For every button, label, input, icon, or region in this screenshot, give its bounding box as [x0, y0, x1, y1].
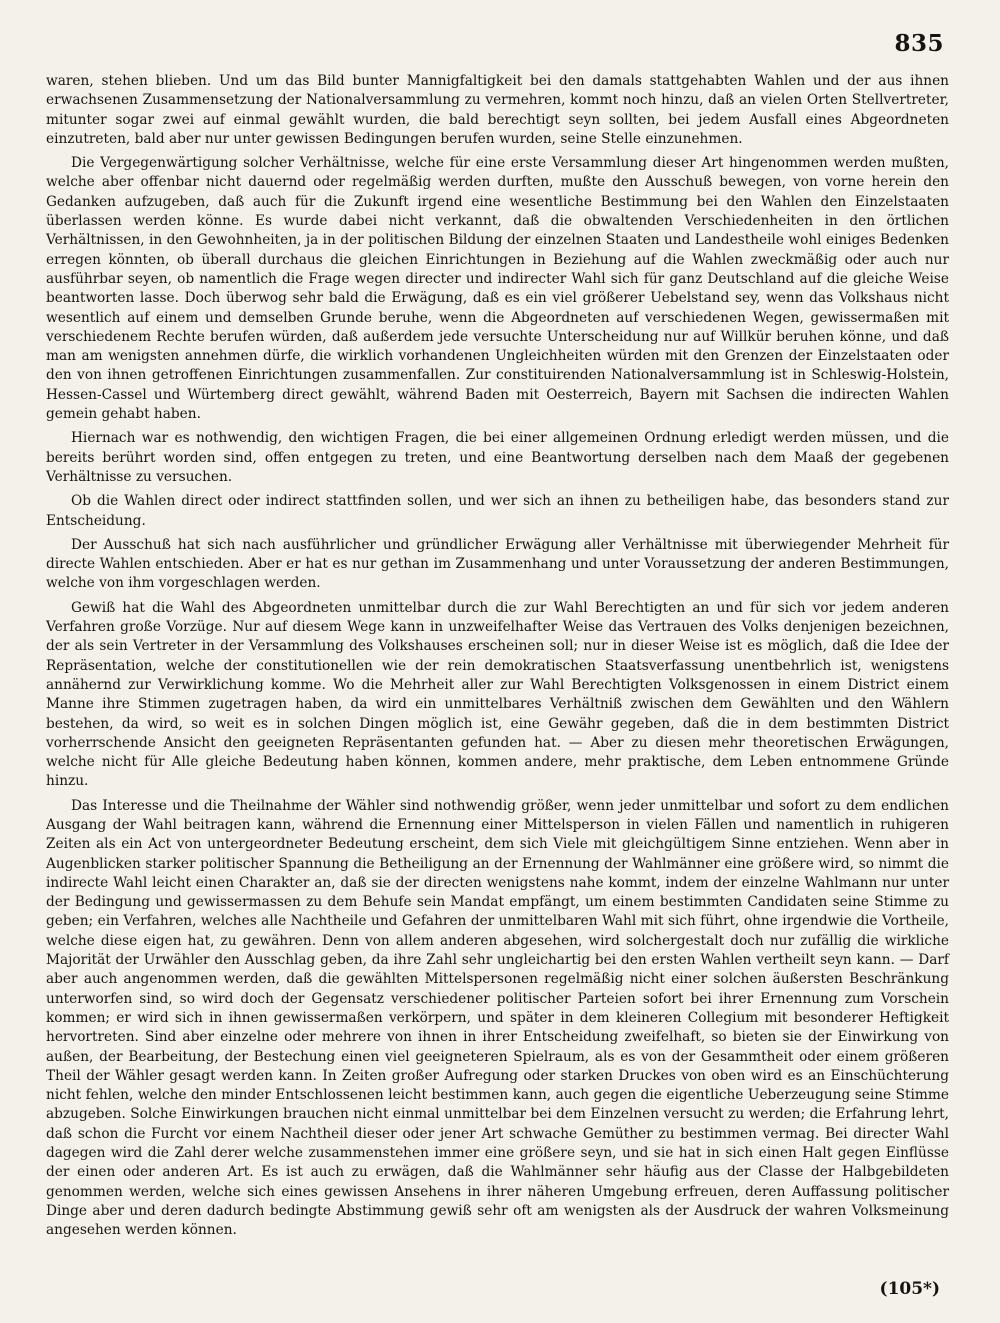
paragraph-1: waren, stehen blieben. Und um das Bild bunter Mannigfaltigkeit bei den damals stattgehabten Wahlen und der aus ihnen erwachsenen Zusammensetzung der Nationalversammlung zu vermehren, kommt noch hinzu, daß an vielen Orten Stellvertreter, mitunter sogar zwei auf einmal gewählt wurden, die bald berechtigt seyn sollten, bei jedem Ausfall eines Abgeordneten einzutreten, bald aber nur unter gewissen Bedingungen berufen wurden, seine Stelle einzunehmen.: [46, 73, 949, 147]
paragraph-7: Das Interesse und die Theilnahme der Wähler sind nothwendig größer, wenn jeder unmittelbar und sofort zu dem endlichen Ausgang der Wahl beitragen kann, während die Ernennung einer Mittelsperson in vielen Fällen und namentlich in ruhigeren Zeiten als ein Act von untergeordneter Bedeutung erscheint, dem sich Viele mit gleichgültigem Sinne entziehen. Wenn aber in Augenblicken starker politischer Spannung die Betheiligung an der Ernennung der Wahlmänner eine größere wird, so nimmt die indirecte Wahl leicht einen Charakter an, daß sie der directen wenigstens nahe kommt, indem der einzelne Wahlmann nur unter der Bedingung und gewissermassen zu dem Behufe sein Mandat empfängt, um einem bestimmten Candidaten seine Stimme zu geben; ein Verfahren, welches alle Nachtheile und Gefahren der unmittelbaren Wahl mit sich führt, ohne irgendwie die Vortheile, welche diese eigen hat, zu gewähren. Denn von allem anderen abgesehen, wird solchergestalt doch nur zufällig die wirkliche Majorität der Urwähler den Ausschlag geben, da ihre Zahl sehr ungleichartig bei den ersten Wahlen vertheilt seyn kann. — Darf aber auch angenommen werden, daß die gewählten Mittelspersonen regelmäßig nicht einer solchen äußersten Beschränkung unterworfen sind, so wird doch der Gegensatz verschiedener politischer Parteien sofort bei ihrer Ernennung zum Vorschein kommen; er wird sich in ihnen gewissermaßen verkörpern, und später in dem kleineren Collegium mit besonderer Heftigkeit hervortreten. Sind aber einzelne oder mehrere von ihnen in ihrer Entscheidung zweifelhaft, so bieten sie der Einwirkung von außen, der Bearbeitung, der Bestechung einen viel geeigneteren Spielraum, als es von der Gesammtheit oder einem größeren Theil der Wähler gesagt werden kann. In Zeiten großer Aufregung oder starken Druckes von oben wird es an Einschüchterung nicht fehlen, welche den minder Entschlossenen leicht bestimmen kann, auch gegen die eigentliche Ueberzeugung seine Stimme abzugeben. Solche Einwirkungen brauchen nicht einmal unmittelbar bei dem Einzelnen versucht zu werden; die Erfahrung lehrt, daß schon die Furcht vor einem Nachtheil dieser oder jener Art schwache Gemüther zu bestimmen vermag. Bei directer Wahl dagegen wird die Zahl derer welche zusammenstehen immer eine größere seyn, und sie hat in sich einen Halt gegen Einflüsse der einen oder anderen Art. Es ist auch zu erwägen, daß die Wahlmänner sehr häufig aus der Classe der Halbgebildeten genommen werden, welche sich eines gewissen Ansehens in ihrer näheren Umgebung erfreuen, deren Auffassung politischer Dinge aber und deren dadurch bedingte Abstimmung gewiß sehr oft am wenigsten als der Ausdruck der wahren Volksmeinung angesehen werden können.: [46, 797, 949, 1239]
paragraph-3: Hiernach war es nothwendig, den wichtigen Fragen, die bei einer allgemeinen Ordnung erledigt werden müssen, und die bereits berührt worden sind, offen entgegen zu treten, und eine Beantwortung derselben nach dem Maaß der gegebenen Verhältnisse zu versuchen.: [46, 430, 949, 485]
paragraph-2: Die Vergegenwärtigung solcher Verhältnisse, welche für eine erste Versammlung dieser Art hingenommen werden mußten, welche aber offenbar nicht dauernd oder regelmäßig werden durften, mußte den Ausschuß bewegen, von vorne herein den Gedanken aufzugeben, daß auch für die Zukunft irgend eine wesentliche Bestimmung bei den Wahlen den Einzelstaaten überlassen werden könne. Es wurde dabei nicht verkannt, daß die obwaltenden Verschiedenheiten in den örtlichen Verhältnissen, in den Gewohnheiten, ja in der politischen Bildung der einzelnen Staaten und Landestheile wohl einiges Bedenken erregen könnten, ob überall durchaus die gleichen Einrichtungen in Beziehung auf die Wahlen zweckmäßig oder auch nur ausführbar seyen, ob namentlich die Frage wegen directer und indirecter Wahl sich für ganz Deutschland auf die gleiche Weise beantworten lasse. Doch überwog sehr bald die Erwägung, daß es ein viel größerer Uebelstand sey, wenn das Volkshaus nicht wesentlich auf einem und demselben Grunde beruhe, wenn die Abgeordneten auf verschiedenen Wegen, gewissermaßen mit verschiedenem Rechte berufen würden, daß außerdem jede versuchte Unterscheidung nur auf Willkür beruhen könne, und daß man am wenigsten annehmen dürfe, die wirklich vorhandenen Ungleichheiten würden mit den Grenzen der Einzelstaaten oder den von ihnen getroffenen Einrichtungen zusammenfallen. Zur constituirenden Nationalversammlung ist in Schleswig-Holstein, Hessen-Cassel und Würtemberg direct gewählt, während Baden mit Oesterreich, Bayern mit Sachsen die indirecten Wahlen gemein gehabt haben.: [46, 155, 949, 423]
page-number: 835: [894, 30, 944, 57]
paragraph-6: Gewiß hat die Wahl des Abgeordneten unmittelbar durch die zur Wahl Berechtigten an und für sich vor jedem anderen Verfahren große Vorzüge. Nur auf diesem Wege kann in unzweifelhafter Weise das Vertrauen des Volks denjenigen bezeichnen, der als sein Vertreter in der Versammlung des Volkshauses erscheinen soll; nur in dieser Weise ist es möglich, daß die Idee der Repräsentation, welche der constitutionellen wie der rein demokratischen Staatsverfassung unentbehrlich ist, wenigstens annähernd zur Verwirklichung komme. Wo die Mehrheit aller zur Wahl Berechtigten Volksgenossen in einem District einem Manne ihre Stimmen zugetragen haben, da wird ein unmittelbares Verhältniß zwischen dem Gewählten und den Wählern bestehen, da wird, so weit es in solchen Dingen möglich ist, eine Gewähr gegeben, daß die in dem bestimmten District vorherrschende Ansicht den geeigneten Repräsentanten gefunden hat. — Aber zu diesen mehr theoretischen Erwägungen, welche nicht für Alle gleiche Bedeutung haben können, kommen andere, mehr praktische, dem Leben entnommene Gründe hinzu.: [46, 599, 949, 790]
sheet-signature: (105*): [879, 1279, 940, 1299]
paragraph-5: Der Ausschuß hat sich nach ausführlicher und gründlicher Erwägung aller Verhältnisse mit überwiegender Mehrheit für directe Wahlen entschieden. Aber er hat es nur gethan im Zusammenhang und unter Voraussetzung der anderen Bestimmungen, welche von ihm vorgeschlagen werden.: [46, 536, 949, 592]
document-body: [46, 72, 949, 1246]
paragraph-4: Ob die Wahlen direct oder indirect stattfinden sollen, und wer sich an ihnen zu betheiligen habe, das besonders stand zur Entscheidung.: [46, 493, 949, 529]
